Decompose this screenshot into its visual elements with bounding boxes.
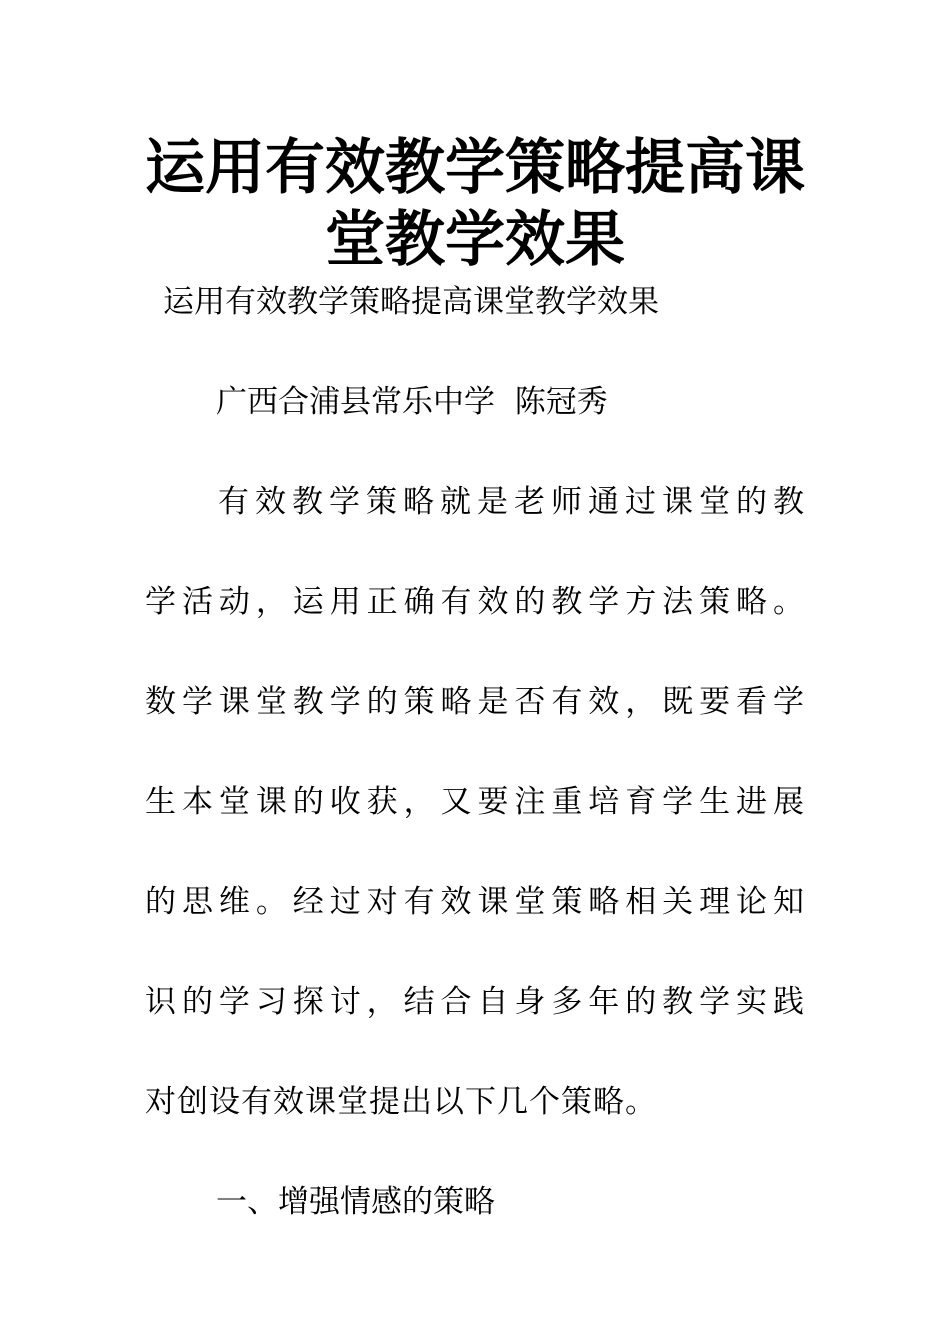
document-title-line-2: 堂教学效果: [325, 205, 625, 275]
author-line: 广西合浦县常乐中学 陈冠秀: [216, 384, 608, 420]
paragraph-line: 数学课堂教学的策略是否有效，既要看学: [145, 684, 805, 720]
paragraph-line: 的思维。经过对有效课堂策略相关理论知: [145, 884, 805, 920]
paragraph-line: 有效教学策略就是老师通过课堂的教: [218, 484, 805, 520]
paragraph-line: 学活动，运用正确有效的教学方法策略。: [145, 584, 805, 620]
paragraph-line: 生本堂课的收获，又要注重培育学生进展: [145, 784, 805, 820]
paragraph-line: 对创设有效课堂提出以下几个策略。: [145, 1084, 657, 1120]
paragraph-line: 识的学习探讨，结合自身多年的教学实践: [145, 984, 805, 1020]
section-heading: 一、增强情感的策略: [216, 1184, 495, 1220]
subtitle: 运用有效教学策略提高课堂教学效果: [163, 284, 659, 320]
document-title-line-1: 运用有效教学策略提高课: [145, 133, 805, 203]
